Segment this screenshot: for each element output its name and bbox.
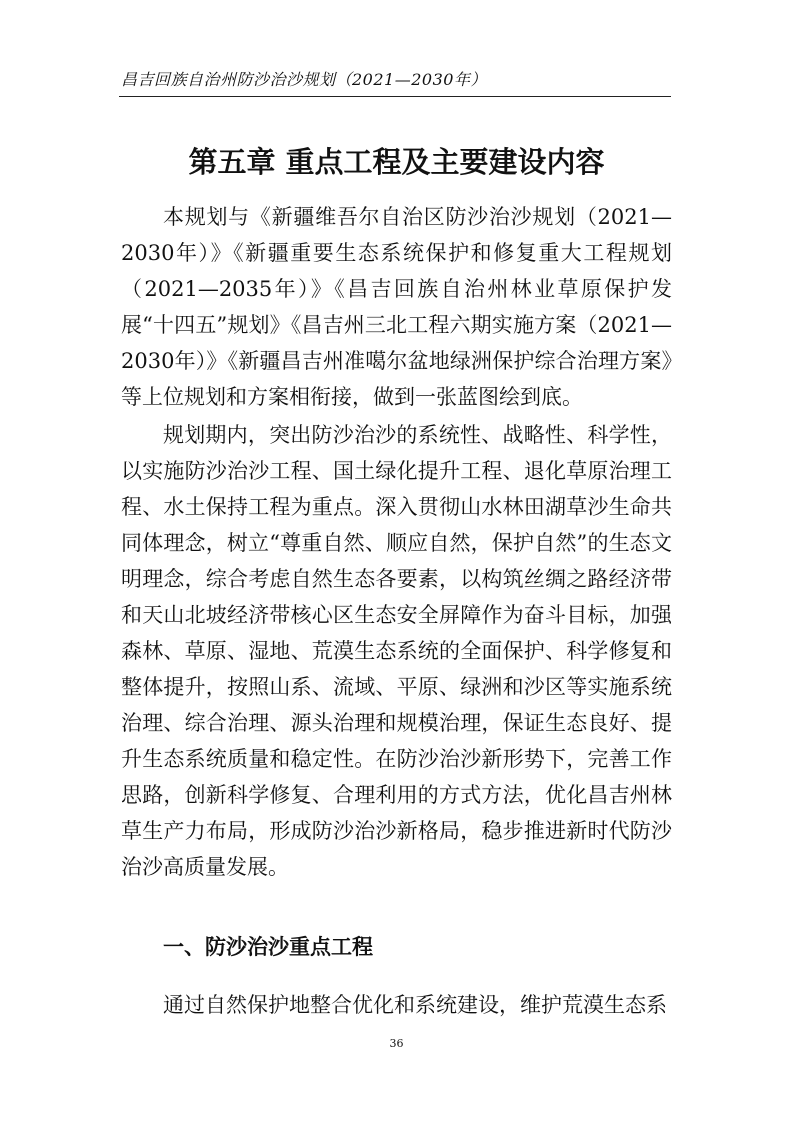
page-number: 36 (389, 1037, 404, 1050)
body-text (121, 199, 672, 885)
running-header: 昌吉回族自治州防沙治沙规划（2021—2030年） (121, 70, 487, 89)
paragraph-planning-period: 规划期内，突出防沙治沙的系统性、战略性、科学性，以实施防沙治沙工程、国土绿化提升工程、退化草原治理工程、水土保持工程为重点。深入贯彻山水林田湖草沙生命共同体理念，树立“尊重自然、顺应自然，保护自然”的生态文明理念，综合考虑自然生态各要素，以构筑丝绸之路经济带和天山北坡经济带核心区生态安全屏障作为奋斗目标，加强森林、草原、湿地、荒漠生态系统的全面保护、科学修复和整体提升，按照山系、流域、平原、绿洲和沙区等实施系统治理、综合治理、源头治理和规模治理，保证生态良好、提升生态系统质量和稳定性。在防沙治沙新形势下，完善工作思路，创新科学修复、合理利用的方式方法，优化昌吉州林草生产力布局，形成防沙治沙新格局，稳步推进新时代防沙治沙高质量发展。 (121, 423, 672, 879)
section-heading: 一、防沙治沙重点工程 (163, 935, 373, 959)
header-divider (119, 96, 671, 97)
section-paragraph (121, 987, 672, 1023)
chapter-title: 第五章 重点工程及主要建设内容 (188, 145, 605, 179)
paragraph-intro: 本规划与《新疆维吾尔自治区防沙治沙规划（2021—2030年）》《新疆重要生态系统保护和修复重大工程规划（2021—2035年）》《昌吉回族自治州林业草原保护发展“十四五”规划》《昌吉州三北工程六期实施方案（2021—2030年）》《新疆昌吉州准噶尔盆地绿洲保护综合治理方案》等上位规划和方案相衔接，做到一张蓝图绘到底。 (121, 205, 672, 409)
paragraph-section-start: 通过自然保护地整合优化和系统建设，维护荒漠生态系 (163, 993, 667, 1017)
